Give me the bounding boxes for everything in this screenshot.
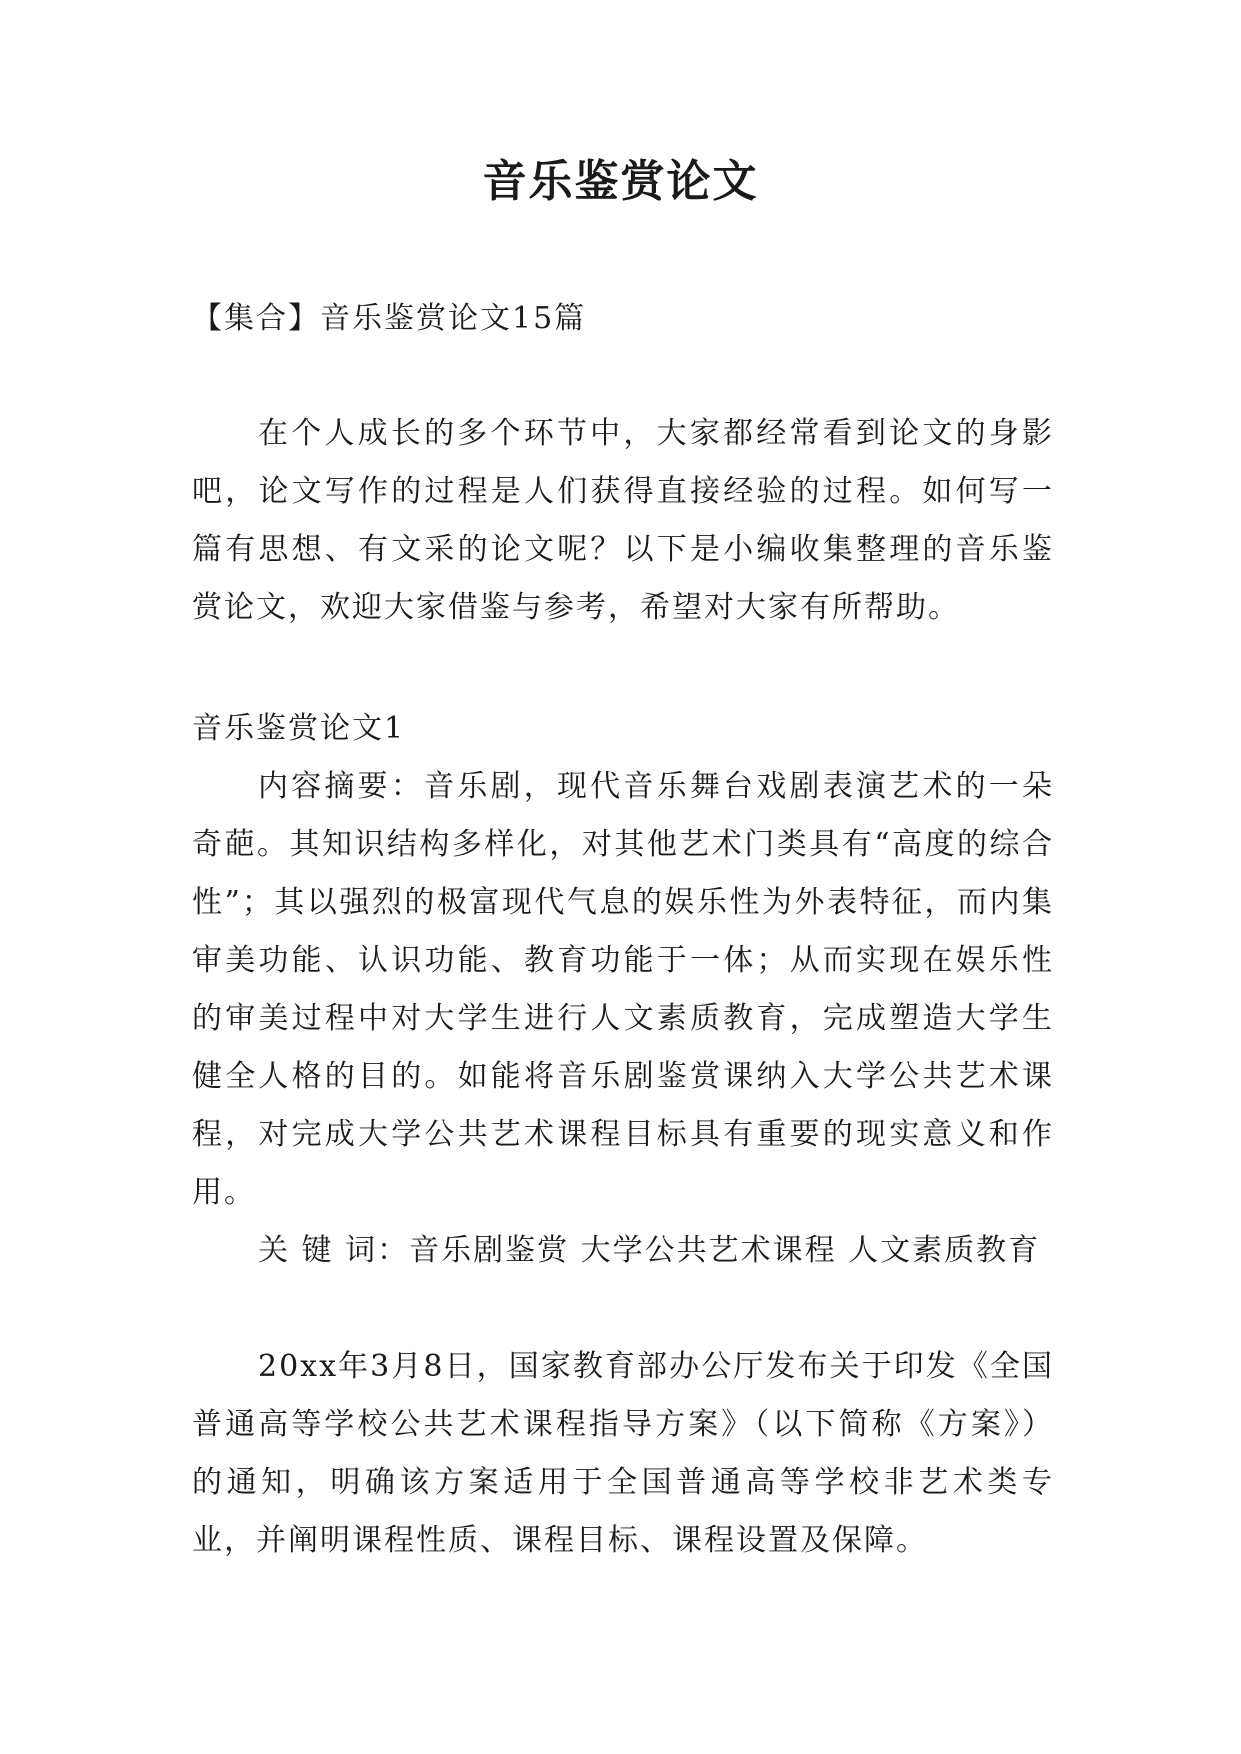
abstract-paragraph: 内容摘要：音乐剧，现代音乐舞台戏剧表演艺术的一朵奇葩。其知识结构多样化，对其他艺术门类具有“高度的综合性”；其以强烈的极富现代气息的娱乐性为外表特征，而内集审美功能、认识功能、教育功能于一体；从而实现在娱乐性的审美过程中对大学生进行人文素质教育，完成塑造大学生健全人格的目的。如能将音乐剧鉴赏课纳入大学公共艺术课程，对完成大学公共艺术课程目标具有重要的现实意义和作用。 bbox=[192, 769, 1054, 1210]
intro-paragraph: 在个人成长的多个环节中，大家都经常看到论文的身影吧，论文写作的过程是人们获得直接经验的过程。如何写一篇有思想、有文采的论文呢？以下是小编收集整理的音乐鉴赏论文，欢迎大家借鉴与参考，希望对大家有所帮助。 bbox=[192, 416, 1054, 625]
section-heading: 音乐鉴赏论文1 bbox=[192, 711, 406, 746]
document-title: 音乐鉴赏论文 bbox=[482, 156, 759, 207]
body-paragraph: 20xx年3月8日，国家教育部办公厅发布关于印发《全国普通高等学校公共艺术课程指导方案》（以下简称《方案》）的通知，明确该方案适用于全国普通高等学校非艺术类专业，并阐明课程性质、课程目标、课程设置及保障。 bbox=[192, 1349, 1054, 1558]
document-subtitle: 【集合】音乐鉴赏论文15篇 bbox=[192, 301, 587, 336]
keywords-paragraph: 关 键 词：音乐剧鉴赏 大学公共艺术课程 人文素质教育 bbox=[258, 1233, 1041, 1268]
